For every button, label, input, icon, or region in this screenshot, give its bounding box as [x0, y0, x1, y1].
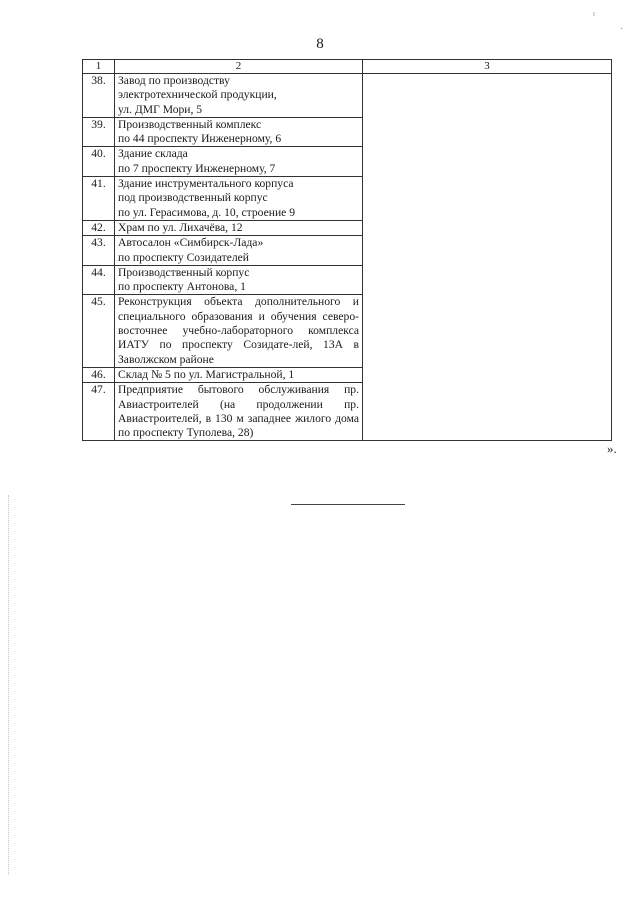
object-name: Реконструкция объекта дополнительного и специального образования и обучения северо-восточнее учебно-лабораторного комплекса ИАТУ по проспекту Созидате-лей, 13А в Заволжском районе	[115, 295, 363, 367]
scan-speck: ·	[620, 24, 624, 35]
row-number: 45.	[83, 295, 115, 367]
row-number: 47.	[83, 383, 115, 441]
header-col-2: 2	[115, 60, 363, 74]
object-name-line: Здание склада	[118, 147, 188, 161]
col3-cell	[363, 74, 612, 441]
row-number: 43.	[83, 236, 115, 266]
object-name	[115, 220, 363, 235]
object-name-line: Храм по ул. Лихачёва, 12	[118, 220, 243, 234]
object-name-line: Производственный комплекс	[118, 117, 262, 131]
row-number: 39.	[83, 117, 115, 147]
scan-speck: ᵋ	[593, 10, 596, 21]
object-name-line: по проспекту Созидателей	[118, 250, 249, 264]
object-name-line: по проспекту Антонова, 1	[118, 280, 246, 294]
closing-quote: ».	[607, 441, 617, 456]
row-number: 44.	[83, 265, 115, 295]
object-name-line: Производственный корпус	[118, 265, 250, 279]
object-name	[115, 236, 363, 266]
object-name	[115, 265, 363, 295]
object-name-line: по 44 проспекту Инженерному, 6	[118, 132, 282, 146]
row-number: 46.	[83, 367, 115, 382]
object-name	[115, 74, 363, 118]
row-number: 41.	[83, 177, 115, 221]
object-name-line: под производственный корпус	[118, 191, 268, 205]
object-name	[115, 177, 363, 221]
object-name-line: по ул. Герасимова, д. 10, строение 9	[118, 205, 295, 219]
header-col-1: 1	[83, 60, 115, 74]
object-name	[115, 117, 363, 147]
header-col-3: 3	[363, 60, 612, 74]
object-name	[115, 147, 363, 177]
objects-table	[82, 59, 612, 441]
row-number: 38.	[83, 74, 115, 118]
object-name-line: Склад № 5 по ул. Магистральной, 1	[118, 367, 295, 381]
scan-margin-dots	[8, 495, 9, 875]
object-name-line: по 7 проспекту Инженерному, 7	[118, 161, 276, 175]
object-name-line: электротехнической продукции,	[118, 88, 277, 102]
end-separator-line	[291, 504, 405, 505]
page-number: 8	[316, 36, 324, 52]
object-name-line: Автосалон «Симбирск-Лада»	[118, 236, 264, 250]
object-name-line: ул. ДМГ Мори, 5	[118, 102, 203, 116]
row-number: 42.	[83, 220, 115, 235]
row-number: 40.	[83, 147, 115, 177]
object-name-line: Здание инструментального корпуса	[118, 177, 294, 191]
object-name: Предприятие бытового обслуживания пр. Авиастроителей (на продолжении пр. Авиастроителей, в 130 м западнее жилого дома по проспекту Туполева, 28)	[115, 383, 363, 441]
object-name	[115, 367, 363, 382]
table-header-row	[83, 60, 612, 74]
table-row	[83, 74, 612, 118]
object-name-line: Завод по производству	[118, 74, 230, 87]
